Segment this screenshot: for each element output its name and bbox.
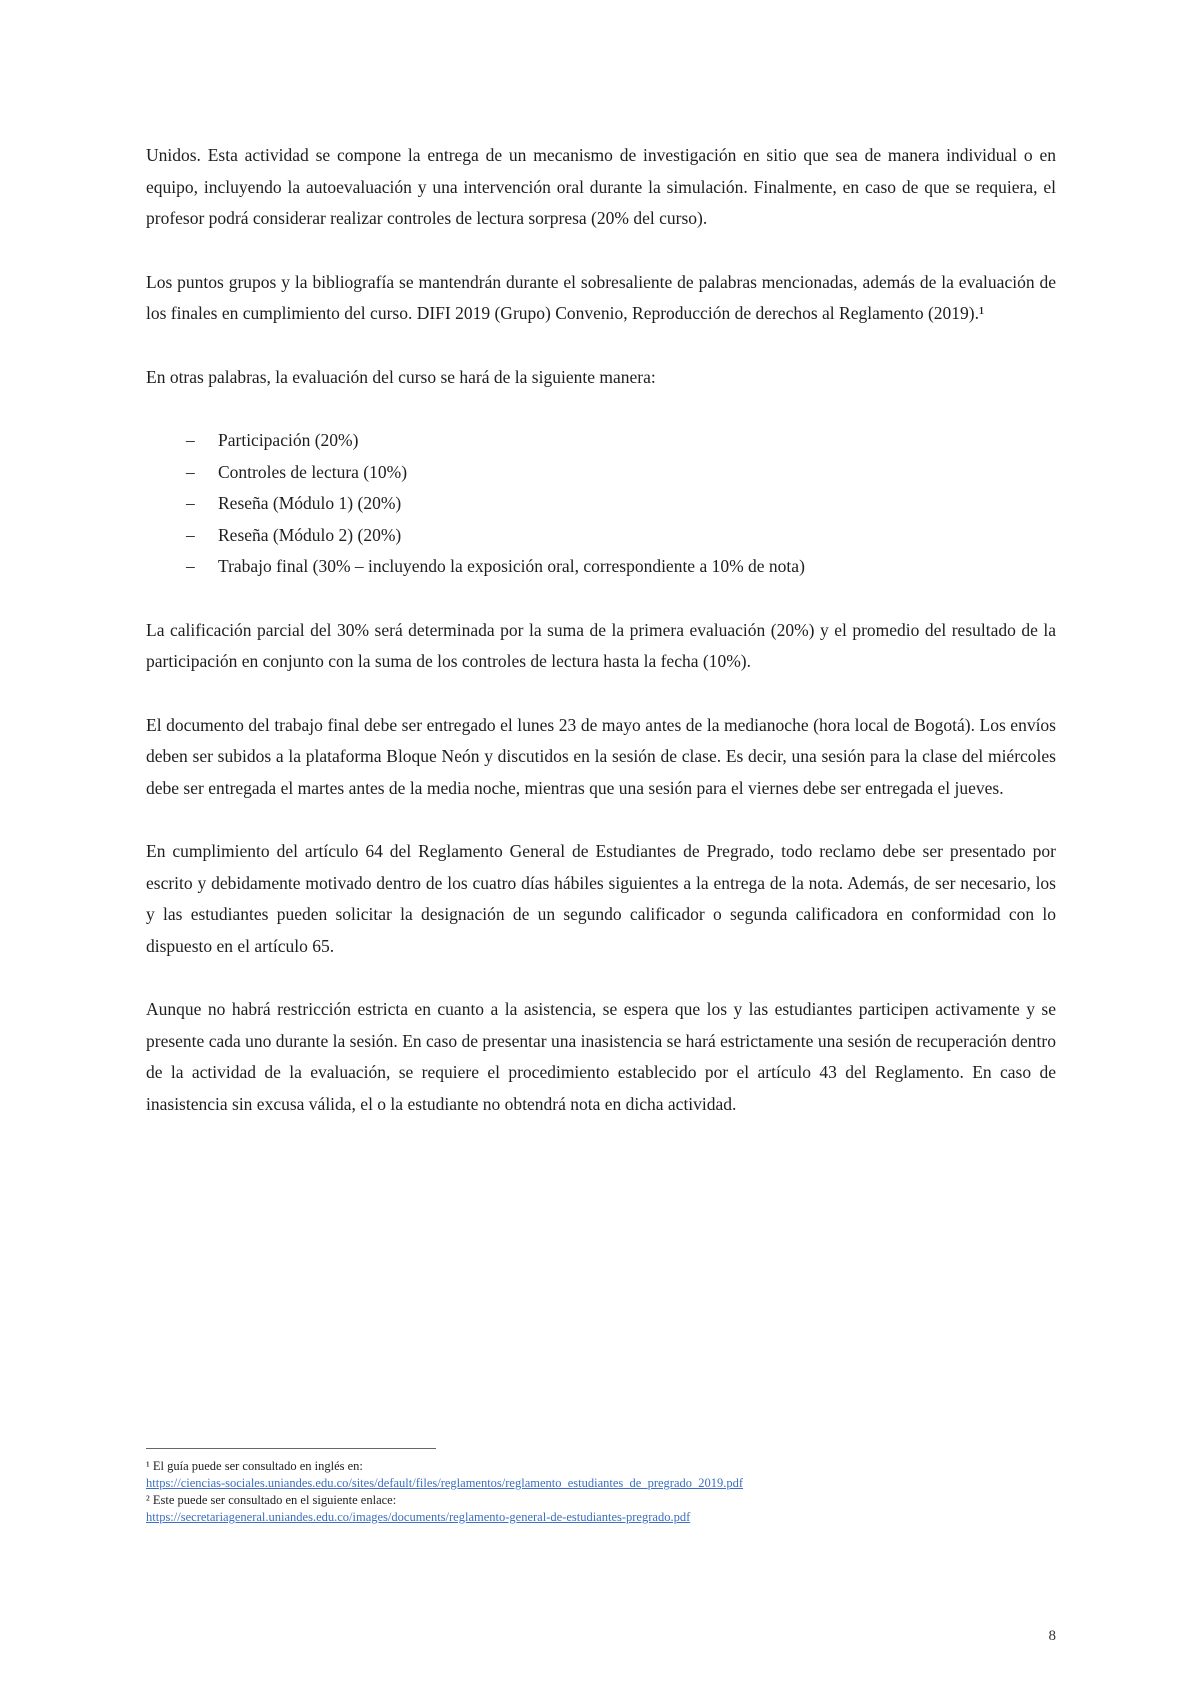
evaluation-list: [146, 425, 1056, 583]
footnotes: [146, 1458, 1056, 1526]
bullet-dash: –: [186, 524, 195, 545]
footnote-divider: [146, 1448, 436, 1449]
paragraph-final-work: El documento del trabajo final debe ser entregado el lunes 23 de mayo antes de la medianoche (hora local de Bogotá). Los envíos deben ser subidos a la plataforma Bloque Neón y discutidos en la sesión de clase. Es decir, una sesión para la clase del miércoles debe ser entregada el martes antes de la media noche, mientras que una sesión para el viernes debe ser entregada el jueves.: [146, 714, 1056, 798]
footnote-2-link[interactable]: https://secretariageneral.uniandes.edu.co/images/documents/reglamento-general-de-estudiantes-pregrado.pdf: [146, 1510, 691, 1524]
paragraph-partial-grade: La calificación parcial del 30% será determinada por la suma de la primera evaluación (20%) y el promedio del resultado de la participación en conjunto con la suma de los controles de lectura hasta la fecha (10%).: [146, 619, 1056, 671]
list-item-text: Controles de lectura (10%): [218, 461, 408, 482]
paragraph-bibliography: Los puntos grupos y la bibliografía se mantendrán durante el sobresaliente de palabras mencionadas, además de la evaluación de los finales en cumplimiento del curso. DIFI 2019 (Grupo) Convenio, Reproducción de derechos al Reglamento (2019).¹: [146, 271, 1056, 323]
page-number: 8: [1048, 1628, 1056, 1644]
bullet-dash: –: [186, 556, 195, 576]
list-item: [186, 425, 1056, 457]
paragraph-unidos: Unidos. Esta actividad se compone la entrega de un mecanismo de investigación en sitio que sea de manera individual o en equipo, incluyendo la autoevaluación y una intervención oral durante la simulación. Finalmente, en caso de que se requiera, el profesor podrá considerar realizar controles de lectura sorpresa (20% del curso).: [146, 145, 1056, 228]
evaluation-intro: En otras palabras, la evaluación del curso se hará de la siguiente manera:: [146, 366, 656, 387]
bullet-dash: –: [186, 461, 195, 482]
bullet-dash: –: [186, 493, 195, 513]
footnote-1-text: ¹ El guía puede ser consultado en inglés en:: [146, 1459, 363, 1473]
list-item: [186, 520, 1056, 552]
list-item-text: Reseña (Módulo 1) (20%): [218, 493, 402, 513]
list-item-text: Trabajo final (30% – incluyendo la exposición oral, correspondiente a 10% de nota): [218, 556, 805, 576]
list-item: [186, 488, 1056, 520]
paragraph-claims: En cumplimiento del artículo 64 del Reglamento General de Estudiantes de Pregrado, todo reclamo debe ser presentado por escrito y debidamente motivado dentro de los cuatro días hábiles siguientes a la entrega de la nota. Además, de ser necesario, los y las estudiantes pueden solicitar la designación de un segundo calificador o segunda calificadora en conformidad con lo dispuesto en el artículo 65.: [146, 841, 1056, 956]
footnote-1-link[interactable]: https://ciencias-sociales.uniandes.edu.co/sites/default/files/reglamentos/reglamento_estudiantes_de_pregrado_2019.pdf: [146, 1476, 744, 1490]
footnote-2-text: ² Este puede ser consultado en el siguiente enlace:: [146, 1493, 397, 1507]
list-item: [186, 457, 1056, 489]
list-item-text: Participación (20%): [218, 430, 359, 450]
paragraph-attendance: Aunque no habrá restricción estricta en cuanto a la asistencia, se espera que los y las estudiantes participen activamente y se presente cada uno durante la sesión. En caso de presentar una inasistencia se hará estrictamente una sesión de recuperación dentro de la actividad de la evaluación, se requiere el procedimiento establecido por el artículo 43 del Reglamento. En caso de inasistencia sin excusa válida, el o la estudiante no obtendrá nota en dicha actividad.: [146, 999, 1056, 1114]
list-item-text: Reseña (Módulo 2) (20%): [218, 524, 402, 545]
bullet-dash: –: [186, 430, 195, 450]
body-text: [146, 140, 1056, 1152]
list-item: [186, 551, 1056, 583]
